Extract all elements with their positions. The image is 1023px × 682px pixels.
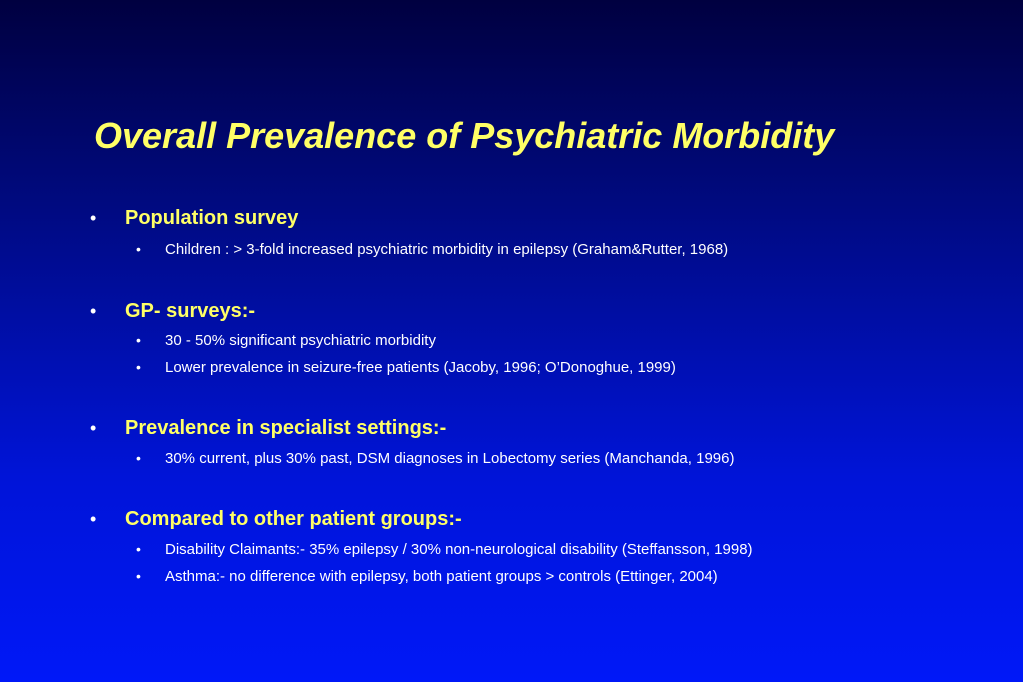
heading-text: Compared to other patient groups:- (125, 508, 462, 530)
sub-bullet-text: Lower prevalence in seizure-free patients (Jacoby, 1996; O’Donoghue, 1999) (165, 359, 676, 376)
sub-bullet (136, 356, 676, 378)
sub-bullet-text: 30 - 50% significant psychiatric morbidity (165, 332, 436, 349)
bullet-marker: • (136, 568, 141, 584)
sub-bullet (136, 538, 753, 560)
bullet-heading-population-survey (90, 204, 298, 232)
bullet-marker: • (90, 418, 97, 438)
heading-text: Population survey (125, 207, 299, 229)
bullet-marker: • (90, 301, 97, 321)
bullet-marker: • (136, 241, 141, 257)
sub-bullet (136, 238, 728, 260)
sub-bullet (136, 565, 718, 587)
bullet-heading-gp-surveys (90, 297, 255, 325)
sub-bullet-text: Children : > 3-fold increased psychiatric morbidity in epilepsy (Graham&Rutter, 1968) (165, 241, 729, 258)
sub-bullet-text: 30% current, plus 30% past, DSM diagnoses in Lobectomy series (Manchanda, 1996) (165, 450, 735, 467)
bullet-marker: • (90, 208, 97, 228)
heading-text: GP- surveys:- (125, 300, 256, 322)
bullet-marker: • (136, 359, 141, 375)
bullet-marker: • (136, 332, 141, 348)
sub-bullet-text: Disability Claimants:- 35% epilepsy / 30% non-neurological disability (Steffansson, 1998) (165, 541, 753, 558)
bullet-marker: • (136, 541, 141, 557)
sub-bullet-text: Asthma:- no difference with epilepsy, both patient groups > controls (Ettinger, 2004) (165, 568, 718, 585)
bullet-marker: • (90, 509, 97, 529)
slide-title: Overall Prevalence of Psychiatric Morbidity (94, 115, 835, 156)
sub-bullet (136, 447, 734, 469)
bullet-heading-specialist-settings (90, 414, 446, 442)
bullet-heading-other-patient-groups (90, 505, 462, 533)
heading-text: Prevalence in specialist settings:- (125, 417, 447, 439)
bullet-marker: • (136, 450, 141, 466)
sub-bullet (136, 329, 436, 351)
